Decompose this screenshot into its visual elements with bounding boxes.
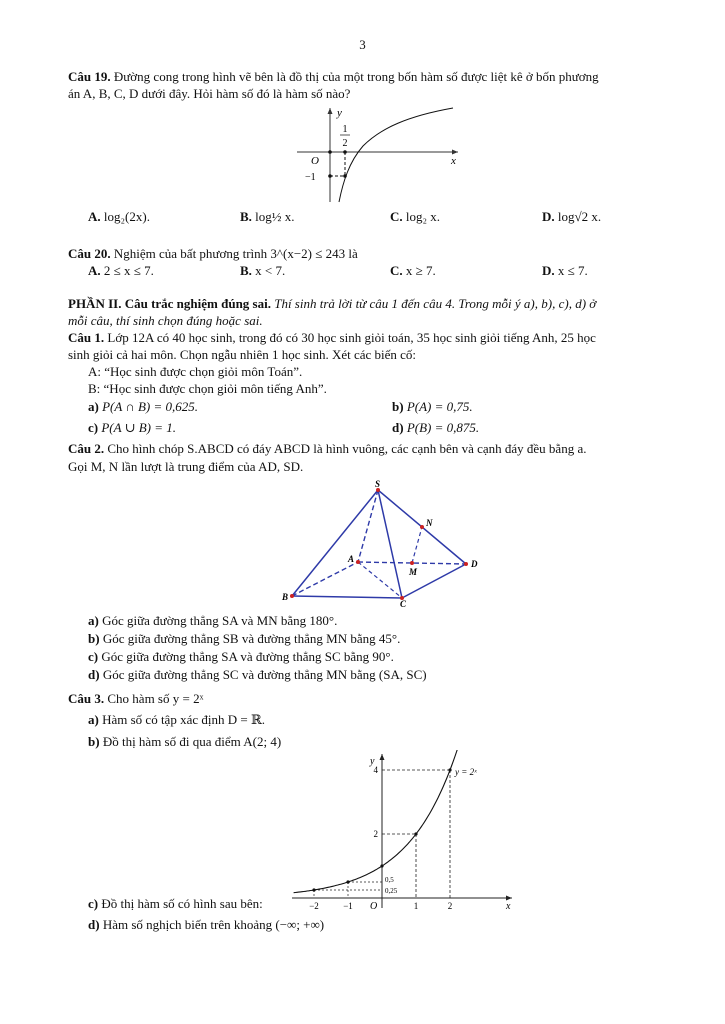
c1-event-b: B: “Học sinh được chọn giỏi môn tiếng Anh”. (88, 381, 327, 396)
c3-item-a: a) Hàm số có tập xác định D = ℝ. (88, 712, 265, 727)
fig-label-s: S (375, 479, 381, 489)
c3-line1 (68, 690, 203, 707)
c3-y-tick-2: 0,5 (385, 876, 394, 884)
q19-option-c: C. log₂ x. (390, 209, 441, 224)
c3-y-tick-3: 0,25 (385, 887, 398, 895)
q19-tick-neg1: −1 (305, 172, 316, 183)
q20-text: Nghiệm của bất phương trình 3^(x−2) ≤ 243 là (113, 246, 358, 261)
q20-option-c: C. x ≥ 7. (390, 263, 436, 278)
q20-option-b: B. x < 7. (240, 263, 286, 278)
c3-x-tick-2: 1 (413, 901, 419, 911)
fig-label-b: B (282, 592, 289, 602)
c1-item-b: b) P(A) = 0,75. (392, 399, 473, 414)
c1-item-c: c) P(A ∪ B) = 1. (88, 420, 177, 435)
q19-x-label: x (451, 155, 456, 167)
c1-text-2: sinh giỏi cả hai môn. Chọn ngẫu nhiên 1 học sinh. Xét các biến cố: (68, 347, 417, 362)
c2-pyramid-figure (270, 478, 495, 608)
q19-y-label: y (337, 107, 342, 119)
c2-item-c: c) Góc giữa đường thẳng SA và đường thẳng SC bằng 90°. (88, 649, 394, 664)
c3-point-1 (346, 880, 349, 883)
c1-line1 (68, 329, 596, 346)
c1-event-a: A: “Học sinh được chọn giỏi môn Toán”. (88, 364, 303, 379)
c2-text-1: Cho hình chóp S.ABCD có đáy ABCD là hình vuông, các cạnh bên và cạnh đáy đều bằng a. (107, 441, 587, 456)
c3-curve-label: y = 2ˣ (455, 767, 477, 777)
q19-tick-half-den: 2 (342, 138, 348, 149)
c3-x-label: x (506, 901, 511, 912)
q20-option-a: A. 2 ≤ x ≤ 7. (88, 263, 154, 278)
page-number: 3 (359, 37, 366, 52)
q19-line1 (68, 68, 599, 85)
c2-item-b: b) Góc giữa đường thẳng SB và đường thẳng MN bằng 45°. (88, 631, 401, 646)
c3-x-tick-3: 2 (447, 901, 453, 911)
fig-label-m: M (409, 567, 418, 577)
fig-label-n: N (426, 518, 433, 528)
c3-label: Câu 3. (68, 691, 105, 706)
q19-origin: O (311, 155, 319, 167)
c3-text: Cho hàm số y = 2ˣ (107, 691, 204, 706)
q19-log-graph (293, 104, 463, 204)
part2-instruction-1: Thí sinh trả lời từ câu 1 đến câu 4. Trong mỗi ý a), b), c), d) ở (274, 296, 597, 311)
c2-label: Câu 2. (68, 441, 105, 456)
c2-item-a: a) Góc giữa đường thẳng SA và MN bằng 180°. (88, 613, 338, 628)
c3-item-d: d) Hàm số nghịch biến trên khoảng (−∞; +∞) (88, 917, 325, 932)
q19-option-d: D. log√2 x. (542, 209, 602, 224)
fig-label-d: D (471, 559, 478, 569)
c3-x-tick-0: −2 (309, 901, 319, 911)
q20-line (68, 245, 358, 262)
c1-item-a: a) P(A ∩ B) = 0,625. (88, 399, 199, 414)
q19-option-b: B. log½ x. (240, 209, 295, 224)
c2-line1 (68, 440, 586, 457)
c3-point-4 (448, 768, 451, 771)
q20-label: Câu 20. (68, 246, 111, 261)
c1-item-d: d) P(B) = 0,875. (392, 420, 480, 435)
fig-label-c: C (400, 599, 407, 608)
q19-option-a: A. log₂(2x). (88, 209, 150, 224)
c3-y-label: y (370, 756, 375, 767)
q19-text-1: Đường cong trong hình vẽ bên là đồ thị của một trong bốn hàm số được liệt kê ở bốn phương (113, 69, 599, 84)
part2-heading: PHẦN II. Câu trắc nghiệm đúng sai. (68, 296, 271, 311)
c3-y-tick-1: 2 (373, 829, 378, 839)
c1-label: Câu 1. (68, 330, 105, 345)
c3-point-0 (312, 888, 315, 891)
c3-exp-graph (290, 750, 520, 912)
c2-item-d: d) Góc giữa đường thẳng SC và đường thẳng MN bằng (SA, SC) (88, 667, 427, 682)
q20-option-d: D. x ≤ 7. (542, 263, 588, 278)
c3-item-c: c) Đồ thị hàm số có hình sau bên: (88, 896, 263, 911)
c3-origin: O (370, 901, 378, 912)
c1-text-1: Lớp 12A có 40 học sinh, trong đó có 30 học sinh giỏi toán, 35 học sinh giỏi tiếng Anh, 25 học (107, 330, 596, 345)
c3-point-3 (414, 832, 417, 835)
c3-item-b: b) Đồ thị hàm số đi qua điểm A(2; 4) (88, 734, 282, 749)
q19-tick-half-num: 1 (342, 124, 348, 135)
q19-text-2: án A, B, C, D dưới đây. Hỏi hàm số đó là hàm số nào? (68, 86, 351, 101)
part2-line1 (68, 295, 596, 312)
part2-instruction-2: mỗi câu, thí sinh chọn đúng hoặc sai. (68, 313, 263, 328)
c2-text-2: Gọi M, N lần lượt là trung điểm của AD, SD. (68, 459, 304, 474)
c3-y-tick-0: 4 (373, 765, 378, 775)
q19-label: Câu 19. (68, 69, 111, 84)
c3-x-tick-1: −1 (343, 901, 353, 911)
q19-curve (339, 108, 453, 202)
c3-point-2 (380, 864, 383, 867)
fig-label-a: A (348, 554, 355, 564)
